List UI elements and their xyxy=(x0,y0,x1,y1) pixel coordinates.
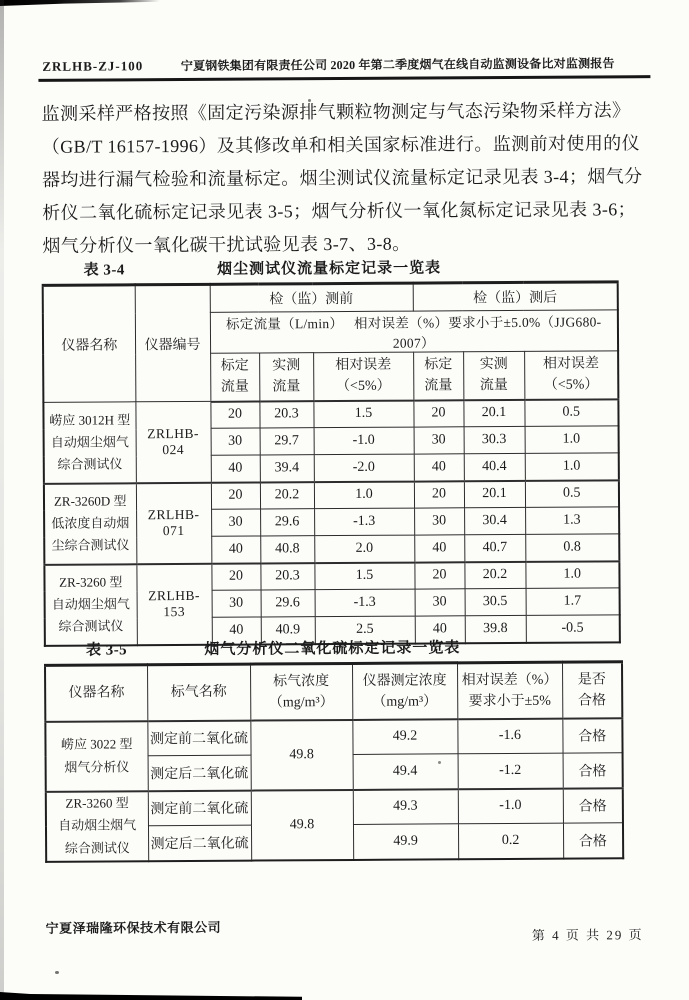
body-paragraph: 监测采样严格按照《固定污染源排气颗粒物测定与气态污染物采样方法》 （GB/T 16157-1996）及其修改单和相关国家标准进行。监测前对使用的仪 器均进行漏气检验和流量标定。烟尘测试仪流量标定记录见表 3-4；烟气分 析仪二氧化硫标定记录见表 3-5；烟气分析仪一氧化氮标定记录见表 3-6； 烟气分析仪一氧化碳干扰试验见表 3-7、3-8。 xyxy=(41,100,643,256)
value-cell: 1.3 xyxy=(525,507,619,535)
value-cell: 40.8 xyxy=(260,536,314,563)
header-after-test: 检（监）测后 xyxy=(413,282,618,311)
value-cell: 1.0 xyxy=(314,481,414,509)
value-cell: 1.0 xyxy=(525,453,619,481)
value-cell: 2.5 xyxy=(315,616,415,644)
value-cell: 0.2 xyxy=(458,823,563,859)
table-row xyxy=(46,788,623,827)
value-cell: 30 xyxy=(414,427,464,454)
header-measured-flow: 实测 流量 xyxy=(463,351,524,399)
value-cell: 20.2 xyxy=(464,561,525,588)
table-row xyxy=(44,561,619,592)
table34-title: 烟尘测试仪流量标定记录一览表 xyxy=(217,260,442,278)
value-cell: -1.2 xyxy=(458,753,563,789)
instrument-name-cell: ZR-3260D 型 低浓度自动烟 尘综合测试仪 xyxy=(44,483,136,565)
value-cell: 20 xyxy=(211,482,260,509)
table-header-row xyxy=(45,662,622,722)
header-cal-flow: 标定 流量 xyxy=(210,353,259,401)
value-cell: 2.0 xyxy=(314,535,414,563)
table-so2-calibration xyxy=(44,660,624,862)
header-rule xyxy=(38,75,650,82)
value-cell: 20.1 xyxy=(463,399,524,426)
header-measured-flow: 实测 流量 xyxy=(259,353,313,401)
table-row xyxy=(43,399,618,430)
value-cell: 29.7 xyxy=(260,428,314,455)
value-cell: 30 xyxy=(414,508,464,535)
value-cell: 49.9 xyxy=(353,824,458,860)
pass-cell: 合格 xyxy=(563,788,623,823)
document-footer xyxy=(46,914,644,947)
instrument-code-cell: ZRLHB-024 xyxy=(135,401,210,482)
gas-name-cell: 测定前二氧化硫 xyxy=(148,790,251,826)
table35-title: 烟气分析仪二氧化硫标定记录一览表 xyxy=(204,640,461,658)
instrument-code-cell: ZRLHB-071 xyxy=(136,482,211,563)
value-cell: 30 xyxy=(415,589,465,616)
value-cell: -2.0 xyxy=(314,454,414,482)
instrument-code-cell: ZRLHB-153 xyxy=(136,563,211,644)
value-cell: 40 xyxy=(414,454,464,481)
header-rel-error: 相对误差 （<5%） xyxy=(524,351,618,400)
header-instrument-name: 仪器名称 xyxy=(45,665,147,722)
report-title: 宁夏钢铁集团有限责任公司 2020 年第二季度烟气在线自动监测设备比对监测报告 xyxy=(180,56,615,73)
value-cell: -1.3 xyxy=(314,508,414,536)
value-cell: 20.3 xyxy=(260,563,314,590)
value-cell: 0.5 xyxy=(525,480,619,508)
gas-name-cell: 测定后二氧化硫 xyxy=(148,755,251,791)
instrument-name-cell: 崂应 3022 型 烟气分析仪 xyxy=(45,721,147,792)
table35-caption xyxy=(44,635,621,660)
value-cell: 40 xyxy=(211,455,260,482)
instrument-name-cell: ZR-3260 型 自动烟尘烟气 综合测试仪 xyxy=(44,564,136,646)
value-cell: -1.3 xyxy=(315,589,415,617)
gas-name-cell: 测定前二氧化硫 xyxy=(147,720,250,756)
value-cell: 30 xyxy=(211,509,260,536)
value-cell: 30.3 xyxy=(464,426,525,453)
value-cell: 20 xyxy=(210,401,259,428)
header-pass: 是否 合格 xyxy=(562,662,622,718)
table-row xyxy=(45,718,622,757)
value-cell: 20.3 xyxy=(259,401,313,428)
document-code: ZRLHB-ZJ-100 xyxy=(42,58,144,74)
header-cal-flow: 标定 流量 xyxy=(413,352,463,400)
header-instrument-code: 仪器编号 xyxy=(135,284,211,401)
table35-label: 表 3-5 xyxy=(85,642,128,659)
table-flow-calibration xyxy=(42,280,621,646)
value-cell: 49.4 xyxy=(353,754,458,790)
value-cell: 29.6 xyxy=(260,509,314,536)
value-cell: 30.5 xyxy=(465,588,526,615)
value-cell: 0.8 xyxy=(525,534,619,562)
header-before-test: 检（监）测前 xyxy=(210,283,413,312)
header-rel-error: 相对误差 （<5%） xyxy=(313,352,413,401)
header-standard-gas-name: 标气名称 xyxy=(147,664,250,721)
footer-company: 宁夏泽瑞隆环保技术有限公司 xyxy=(45,919,222,936)
header-standard-gas-conc: 标气浓度 （mg/m³） xyxy=(250,663,352,720)
value-cell: 40.7 xyxy=(464,534,525,561)
value-cell: 49.3 xyxy=(353,789,458,825)
header-spec: 标定流量（L/min） 相对误差（%）要求小于±5.0%（JJG680-2007） xyxy=(210,310,618,353)
value-cell: 30 xyxy=(211,428,260,455)
standard-conc-cell: 49.8 xyxy=(251,789,353,860)
value-cell: 40 xyxy=(212,617,261,644)
value-cell: 40 xyxy=(415,616,465,643)
table34-caption xyxy=(42,255,617,280)
gas-name-cell: 测定后二氧化硫 xyxy=(148,825,251,861)
instrument-name-cell: ZR-3260 型 自动烟尘烟气 综合测试仪 xyxy=(46,791,148,862)
value-cell: 40.4 xyxy=(464,453,525,480)
document-header xyxy=(42,54,644,75)
pass-cell: 合格 xyxy=(562,718,622,753)
value-cell: 20.2 xyxy=(260,482,314,509)
header-measured-conc: 仪器测定浓度 （mg/m³） xyxy=(352,663,457,720)
value-cell: 20 xyxy=(414,562,464,589)
value-cell: 39.8 xyxy=(465,615,526,642)
value-cell: 30.4 xyxy=(464,507,525,534)
table34-label: 表 3-4 xyxy=(83,262,125,279)
value-cell: 40 xyxy=(414,535,464,562)
value-cell: 49.2 xyxy=(352,719,457,755)
value-cell: -0.5 xyxy=(526,615,620,643)
value-cell: 1.0 xyxy=(525,561,619,589)
value-cell: -1.6 xyxy=(457,718,562,754)
value-cell: 20.1 xyxy=(464,480,525,507)
pass-cell: 合格 xyxy=(563,753,623,788)
header-rel-error: 相对误差（%） 要求小于±5% xyxy=(457,662,562,719)
value-cell: 20 xyxy=(414,481,464,508)
value-cell: 1.5 xyxy=(314,562,414,590)
value-cell: 0.5 xyxy=(524,399,618,427)
instrument-name-cell: 崂应 3012H 型 自动烟尘烟气 综合测试仪 xyxy=(43,402,135,484)
value-cell: 20 xyxy=(413,400,463,427)
value-cell: 40 xyxy=(211,536,260,563)
pass-cell: 合格 xyxy=(563,823,623,858)
value-cell: 20 xyxy=(211,563,260,590)
value-cell: 39.4 xyxy=(260,455,314,482)
value-cell: 1.0 xyxy=(525,426,619,454)
table-header-row xyxy=(43,282,618,314)
value-cell: -1.0 xyxy=(458,788,563,824)
standard-conc-cell: 49.8 xyxy=(250,719,352,790)
value-cell: 1.5 xyxy=(313,400,413,428)
value-cell: 1.7 xyxy=(526,588,620,616)
header-instrument-name: 仪器名称 xyxy=(43,285,136,403)
value-cell: 40.9 xyxy=(261,617,315,644)
value-cell: 29.6 xyxy=(261,590,315,617)
footer-page-number: 第 4 页 共 29 页 xyxy=(531,927,644,943)
table-row xyxy=(44,480,619,511)
value-cell: -1.0 xyxy=(314,427,414,455)
value-cell: 30 xyxy=(212,590,261,617)
